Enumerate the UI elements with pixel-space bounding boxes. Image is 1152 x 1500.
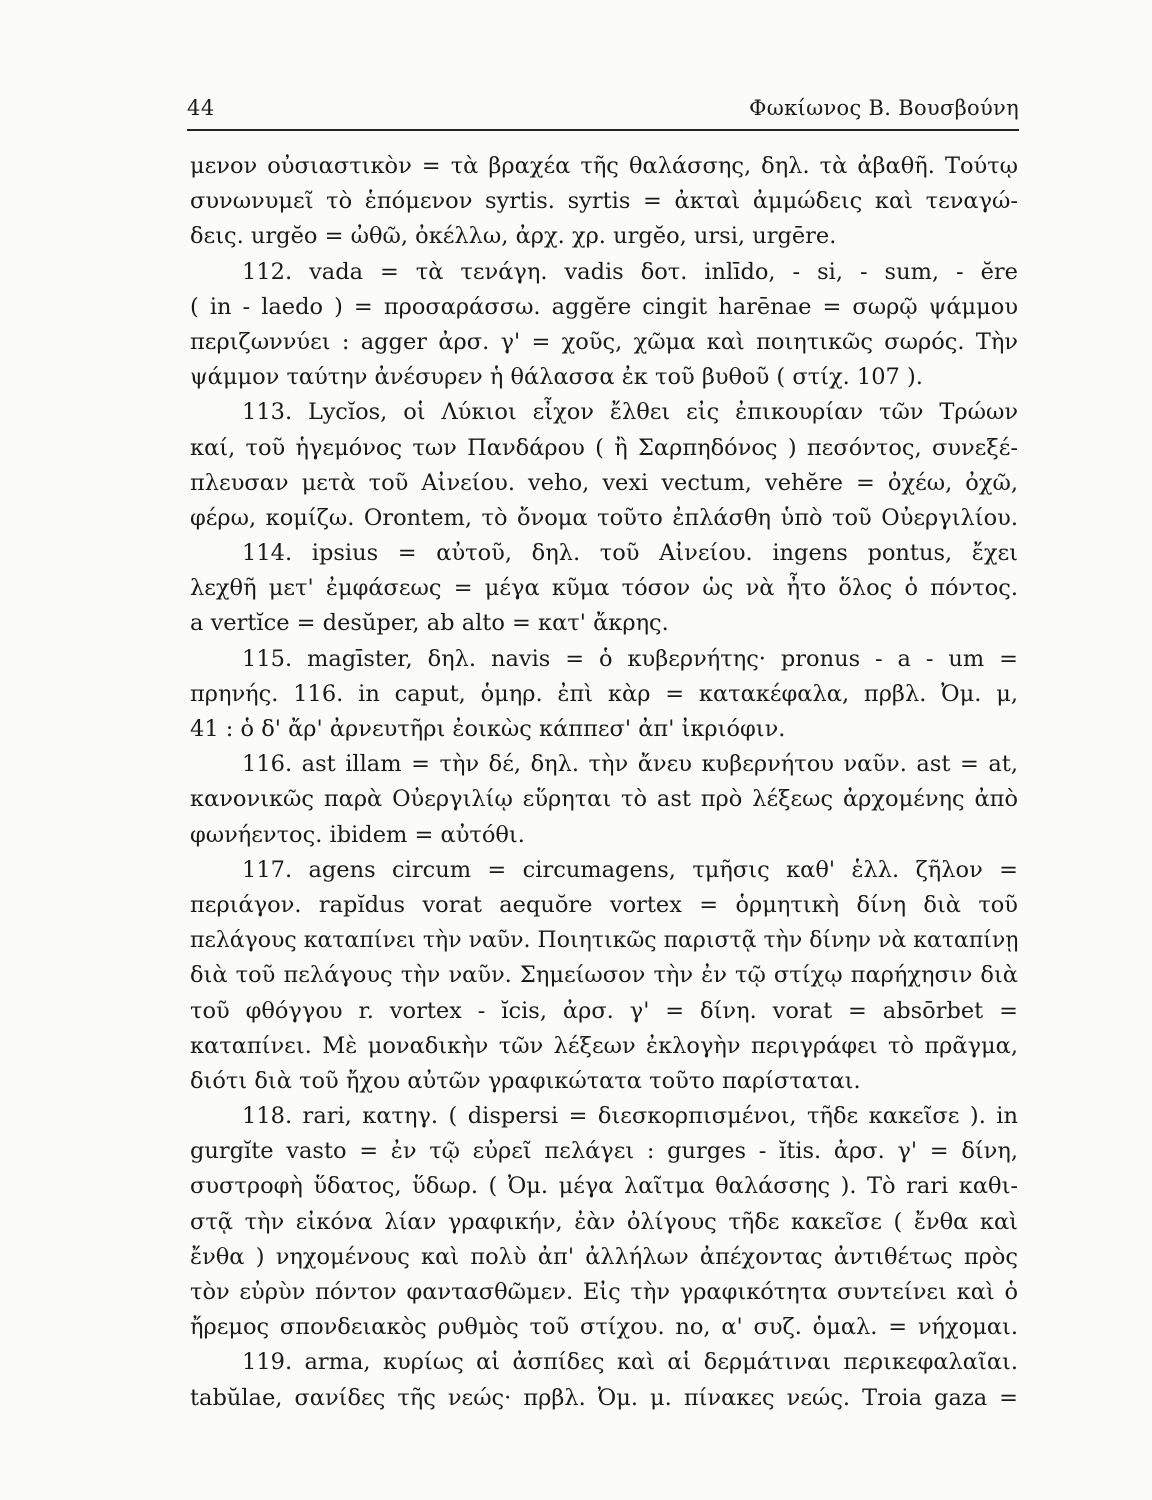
body-text	[190, 149, 1018, 1416]
text-line: 115. magīster, δηλ. navis = ὁ κυβερνήτης· pronus - a - um =	[242, 645, 1018, 672]
text-line: 118. rari, κατηγ. ( dispersi = διεσκορπισμένοι, τῆδε κακεῖσε ). in	[242, 1103, 1018, 1130]
text-line: 119. arma, κυρίως αἱ ἀσπίδες καὶ αἱ δερμάτιναι περικεφαλαῖαι.	[242, 1349, 1018, 1376]
text-line: καί, τοῦ ἡγεμόνος των Πανδάρου ( ἢ Σαρπηδόνος ) πεσόντος, συνεξέ-	[190, 434, 1018, 461]
text-line: φωνήεντος. ibidem = αὐτόθι.	[190, 821, 525, 848]
text-line: ψάμμον ταύτην ἀνέσυρεν ἡ θάλασσα ἐκ τοῦ βυθοῦ ( στίχ. 107 ).	[190, 364, 923, 391]
text-line: φέρω, κομίζω. Orontem, τὸ ὄνομα τοῦτο ἐπλάσθη ὑπὸ τοῦ Οὐεργιλίου.	[190, 504, 1018, 531]
text-line: τοῦ φθόγγου r. vortex - ĭcis, ἀρσ. γ' = δίνη. vorat = absōrbet =	[190, 997, 1018, 1024]
text-line: διότι διὰ τοῦ ἤχου αὐτῶν γραφικώτατα τοῦτο παρίσταται.	[190, 1067, 861, 1094]
running-head: Φωκίωνος Β. Βουσβούνη	[749, 96, 1019, 120]
text-line: πρηνής. 116. in caput, ὁμηρ. ἐπὶ κὰρ = κατακέφαλα, πρβλ. Ὀμ. μ,	[190, 680, 1018, 707]
text-line: 117. agens circum = circumagens, τμῆσις καθ' ἑλλ. ζῆλον =	[242, 856, 1018, 883]
header-rule	[187, 129, 1019, 131]
text-line: λεχθῆ μετ' ἐμφάσεως = μέγα κῦμα τόσον ὡς νὰ ἦτο ὅλος ὁ πόντος.	[190, 575, 1018, 602]
text-line: a vertĭce = desŭper, ab alto = κατ' ἄκρης.	[190, 610, 669, 637]
text-line: συνωνυμεῖ τὸ ἑπόμενον syrtis. syrtis = ἀκταὶ ἀμμώδεις καὶ τεναγώ-	[190, 188, 1018, 215]
text-line: tabŭlae, σανίδες τῆς νεώς· πρβλ. Ὀμ. μ. πίνακες νεώς. Troia gaza =	[190, 1384, 1018, 1411]
text-line: τὸν εὐρὺν πόντον φαντασθῶμεν. Εἰς τὴν γραφικότητα συντείνει καὶ ὁ	[190, 1279, 1018, 1305]
text-line: πλευσαν μετὰ τοῦ Αἰνείου. veho, vexi vectum, vehĕre = ὀχέω, ὀχῶ,	[190, 469, 1018, 496]
text-line: ἔνθα ) νηχομένους καὶ πολὺ ἀπ' ἀλλήλων ἀπέχοντας ἀντιθέτως πρὸς	[190, 1243, 1018, 1270]
text-line: στᾷ τὴν εἰκόνα λίαν γραφικήν, ἐὰν ὀλίγους τῆδε κακεῖσε ( ἔνθα καὶ	[190, 1208, 1018, 1235]
text-line: 114. ipsius = αὐτοῦ, δηλ. τοῦ Αἰνείου. ingens pontus, ἔχει	[242, 540, 1018, 567]
text-line: περιάγον. rapĭdus vorat aequŏre vortex = ὁρμητικὴ δίνη διὰ τοῦ	[190, 891, 1018, 918]
text-line: κανονικῶς παρὰ Οὐεργιλίῳ εὕρηται τὸ ast πρὸ λέξεως ἀρχομένης ἀπὸ	[190, 786, 1018, 813]
text-line: δεις. urgĕo = ὠθῶ, ὀκέλλω, ἀρχ. χρ. urgĕo, ursi, urgēre.	[190, 223, 837, 250]
text-line: gurgĭte vasto = ἐν τῷ εὐρεῖ πελάγει : gurges - ĭtis. ἀρσ. γ' = δίνη,	[190, 1138, 1018, 1165]
page-header	[187, 96, 1019, 130]
text-line: συστροφὴ ὕδατος, ὕδωρ. ( Ὀμ. μέγα λαῖτμα θαλάσσης ). Τὸ rari καθι-	[190, 1173, 1018, 1200]
text-line: περιζωννύει : agger ἀρσ. γ' = χοῦς, χῶμα καὶ ποιητικῶς σωρός. Τὴν	[190, 328, 1018, 355]
text-line: ἤρεμος σπονδειακὸς ρυθμὸς τοῦ στίχου. no, α' συζ. ὁμαλ. = νήχομαι.	[190, 1314, 1018, 1341]
text-line: πελάγους καταπίνει τὴν ναῦν. Ποιητικῶς παριστᾷ τὴν δίνην νὰ καταπίνῃ	[190, 928, 1018, 954]
text-line: 113. Lycĭos, οἱ Λύκιοι εἶχον ἔλθει εἰς ἐπικουρίαν τῶν Τρώων	[242, 399, 1018, 426]
text-line: 112. vada = τὰ τενάγη. vadis δοτ. inlīdo, - si, - sum, - ĕre	[242, 258, 1018, 285]
text-line: καταπίνει. Μὲ μοναδικὴν τῶν λέξεων ἐκλογὴν περιγράφει τὸ πρᾶγμα,	[190, 1032, 1018, 1059]
text-line: 41 : ὁ δ' ἄρ' ἀρνευτῆρι ἐοικὼς κάππεσ' ἀπ' ἰκριόφιν.	[190, 716, 786, 742]
text-line: ( in - laedo ) = προσαράσσω. aggĕre cingit harēnae = σωρῷ ψάμμου	[190, 293, 1018, 320]
page-number: 44	[187, 96, 215, 120]
text-line: διὰ τοῦ πελάγους τὴν ναῦν. Σημείωσον τὴν ἐν τῷ στίχῳ παρήχησιν διὰ	[190, 962, 1018, 989]
text-line: μενον οὐσιαστικὸν = τὰ βραχέα τῆς θαλάσσης, δηλ. τὰ ἀβαθῆ. Τούτῳ	[190, 153, 1018, 179]
text-line: 116. ast illam = τὴν δέ, δηλ. τὴν ἄνευ κυβερνήτου ναῦν. ast = at,	[242, 751, 1018, 778]
